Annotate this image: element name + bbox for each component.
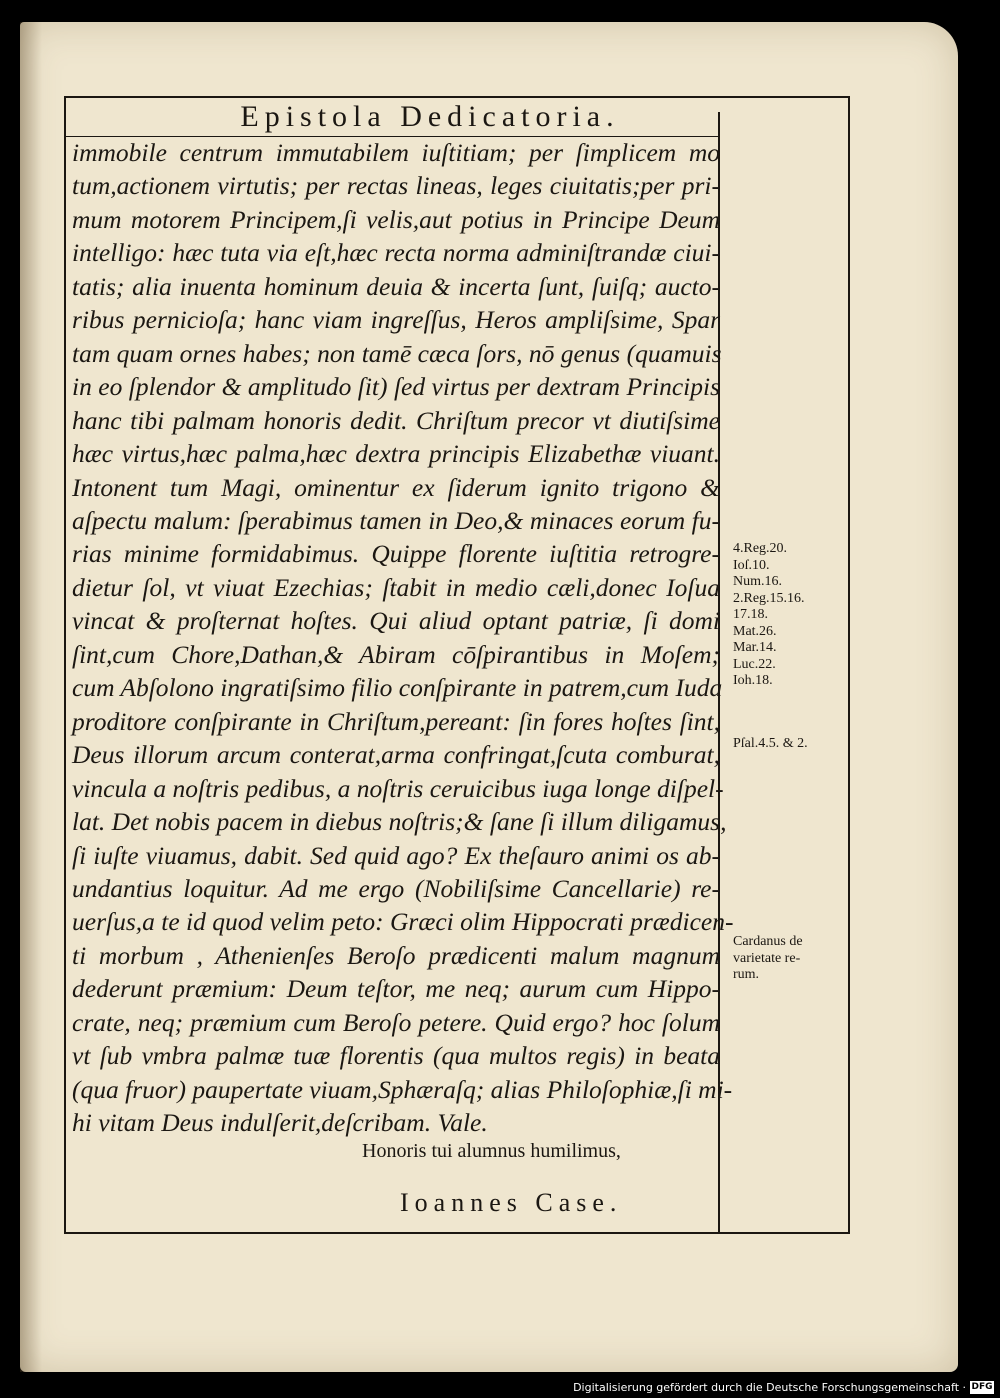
margin-ref: Luc.22. [733, 656, 776, 672]
text-line: vincat & proſternat hoſtes. Qui aliud optant patriæ, ſi domi [72, 606, 720, 636]
footer-bar [0, 1376, 1000, 1398]
text-line: lat. Det nobis pacem in diebus noſtris;& ſane ſi illum diligamus, [72, 807, 727, 837]
closing-salutation: Honoris tui alumnus humilimus, [362, 1140, 621, 1162]
text-line: (qua fruor) paupertate viuam,Sphæraſq; alias Philoſophiæ,ſi mi- [72, 1074, 733, 1104]
margin-ref: 4.Reg.20. [733, 541, 788, 556]
text-line: uerſus,a te id quod velim peto: Græci olim Hippocrati prædicen- [72, 907, 734, 937]
text-line: Intonent tum Magi, ominentur ex ſiderum ignito trigono & [72, 472, 720, 502]
body-text [72, 136, 734, 1140]
margin-ref: Mat.26. [733, 623, 777, 639]
running-header: Epistola Dedicatoria. [240, 100, 620, 133]
text-line: ſint,cum Chore,Dathan,& Abiram cōſpirantibus in Moſem; [72, 639, 720, 669]
text-line: proditore conſpirante in Chriſtum,pereant: ſin fores hoſtes ſint, [72, 706, 720, 736]
text-line: hi vitam Deus indulſerit,deſcribam. Vale. [72, 1108, 488, 1138]
text-line: vt ſub vmbra palmæ tuæ florentis (qua multos regis) in beata [72, 1041, 720, 1071]
text-line: in eo ſplendor & amplitudo ſit) ſed virtus per dextram Principis [72, 372, 720, 402]
text-line: Deus illorum arcum conterat,arma confringat,ſcuta comburat, [72, 740, 720, 770]
top-rule [64, 96, 850, 98]
text-line: undantius loquitur. Ad me ergo (Nobiliſsime Cancellarie) re- [72, 873, 720, 903]
margin-note-references [733, 541, 805, 690]
bottom-rule [64, 1232, 850, 1234]
text-line: mum motorem Principem,ſi velis,aut potius in Principe Deum [72, 204, 720, 234]
text-line: tum,actionem virtutis; per rectas lineas, leges ciuitatis;per pri- [72, 171, 720, 201]
text-line: rias minime formidabimus. Quippe florente iuſtitia retrogre- [72, 539, 720, 569]
margin-ref: Ioſ.10. [733, 557, 770, 573]
margin-ref: Cardanus de [733, 934, 803, 949]
margin-ref: rum. [733, 967, 760, 982]
text-line: cum Abſolono ingratiſsimo filio conſpirante in patrem,cum Iuda [72, 673, 723, 703]
signature: Ioannes Case. [400, 1188, 623, 1217]
margin-note-cardanus [733, 934, 803, 984]
text-line: hæc virtus,hæc palma,hæc dextra principis Elizabethæ viuant. [72, 439, 720, 469]
margin-ref: Ioh.18. [733, 673, 773, 688]
margin-ref: Mar.14. [733, 640, 777, 655]
margin-ref: varietate re- [733, 950, 801, 966]
text-line: tam quam ornes habes; non tamē cæca ſors, nō genus (quamuis [72, 338, 722, 368]
text-line: aſpectu malum: ſperabimus tamen in Deo,& minaces eorum fu- [72, 505, 720, 535]
text-line: immobile centrum immutabilem iuſtitiam; per ſimplicem mo [72, 138, 720, 167]
text-line: dietur ſol, vt viuat Ezechias; ſtabit in medio cæli,donec Ioſua [72, 572, 720, 602]
text-line: ſi iuſte viuamus, dabit. Sed quid ago? Ex theſauro animi os ab- [72, 840, 720, 870]
text-line: dederunt præmium: Deum teſtor, me neq; aurum cum Hippo- [72, 974, 720, 1004]
text-line: ribus pernicioſa; hanc viam ingreſſus, Heros ampliſsime, Spar [72, 305, 720, 335]
margin-ref: Num.16. [733, 574, 782, 589]
text-line: intelligo: hæc tuta via eſt,hæc recta norma adminiſtrandæ ciui- [72, 238, 720, 268]
dfg-logo: DFG [971, 1382, 993, 1392]
margin-note-psalm: Pſal.4.5. & 2. [733, 736, 808, 751]
text-line: crate, neq; præmium cum Beroſo petere. Quid ergo? hoc ſolum [72, 1007, 720, 1037]
margin-ref: 2.Reg.15.16. [733, 590, 805, 606]
left-border-rule [64, 96, 66, 1234]
text-line: ti morbum , Athenienſes Beroſo prædicenti malum magnum [72, 940, 720, 970]
text-line: vincula a noſtris pedibus, a noſtris ceruicibus iuga longe diſpel- [72, 773, 724, 803]
text-line: hanc tibi palmam honoris dedit. Chriſtum precor vt diutiſsime [72, 405, 720, 435]
right-border-rule [848, 96, 850, 1234]
margin-ref: 17.18. [733, 607, 768, 622]
text-line: tatis; alia inuenta hominum deuia & incerta ſunt, ſuiſq; aucto- [72, 271, 720, 301]
digitization-credit: Digitalisierung gefördert durch die Deutsche Forschungsgemeinschaft · [573, 1381, 966, 1394]
